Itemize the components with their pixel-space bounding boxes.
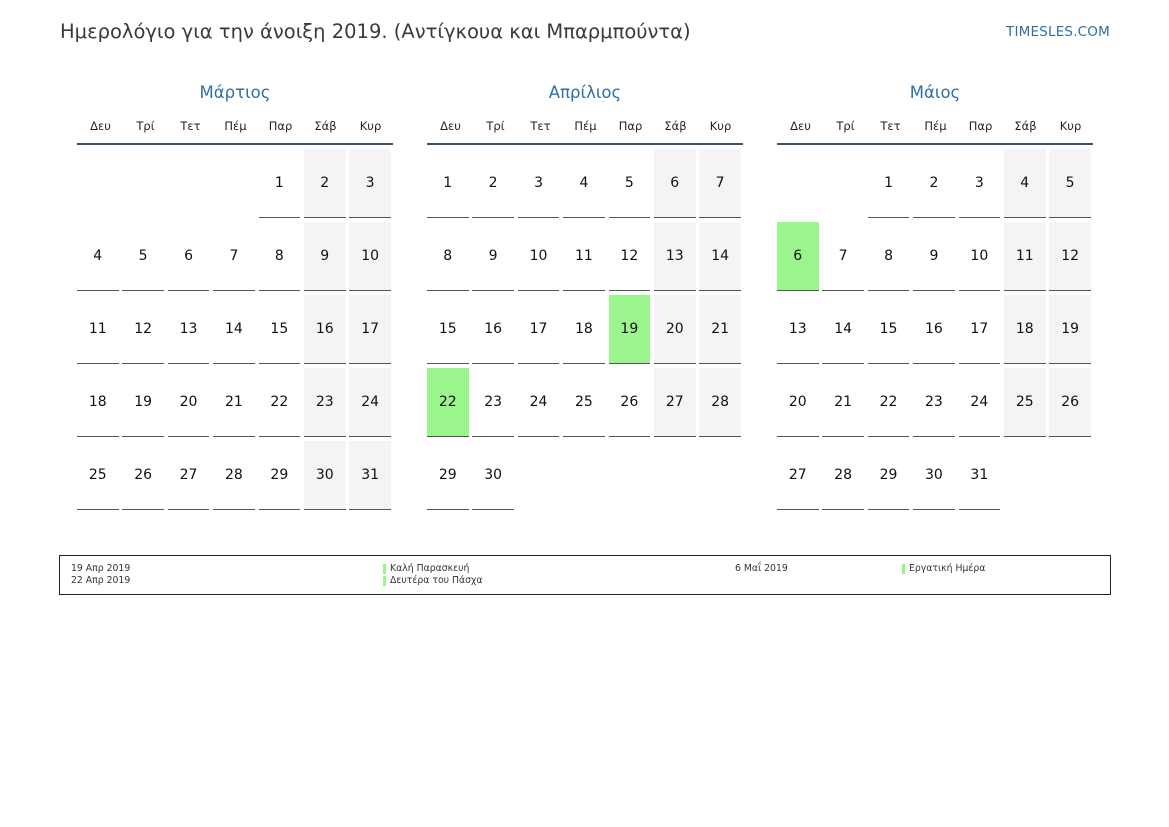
- weekday-label: Σάβ: [664, 119, 687, 133]
- calendar-day: 27: [654, 368, 696, 437]
- calendar-day: 15: [427, 295, 469, 364]
- calendar-day: 12: [609, 222, 651, 291]
- calendar-day: 11: [1004, 222, 1046, 291]
- calendar-day: 7: [699, 149, 741, 218]
- calendar-day: 31: [349, 441, 391, 510]
- month-days: [77, 149, 393, 519]
- calendar-day: 22: [868, 368, 910, 437]
- calendar-day: 26: [1049, 368, 1091, 437]
- calendar-day: 11: [77, 295, 119, 364]
- calendar-day: 22: [259, 368, 301, 437]
- calendar-day: 18: [563, 295, 605, 364]
- legend-dates-col: [71, 563, 130, 587]
- legend-dates-col: [735, 563, 788, 575]
- calendar-day: 4: [77, 222, 119, 291]
- calendar-day: 5: [1049, 149, 1091, 218]
- calendar-day: 21: [213, 368, 255, 437]
- calendar-day: 7: [213, 222, 255, 291]
- calendar-day: 16: [472, 295, 514, 364]
- calendar-day: 28: [699, 368, 741, 437]
- calendar-day: 23: [304, 368, 346, 437]
- calendar-day: 27: [168, 441, 210, 510]
- calendar-day-holiday: 22: [427, 368, 469, 437]
- calendar-day: 13: [168, 295, 210, 364]
- calendar-day: 3: [518, 149, 560, 218]
- month-march: [77, 83, 393, 519]
- weekday-label: Παρ: [268, 119, 293, 133]
- weekday-label: Πέμ: [224, 119, 247, 133]
- legend-holiday-name: Καλή Παρασκευή: [383, 563, 483, 575]
- calendar-day: 8: [868, 222, 910, 291]
- weekday-label: Δευ: [90, 119, 111, 133]
- calendar-day-holiday: 6: [777, 222, 819, 291]
- calendar-day: 17: [349, 295, 391, 364]
- calendar-day: 15: [259, 295, 301, 364]
- weekday-label: Πέμ: [924, 119, 947, 133]
- calendar-day: 4: [563, 149, 605, 218]
- month-name: Απρίλιος: [548, 83, 622, 102]
- calendar-day: 25: [1004, 368, 1046, 437]
- weekday-label: Κυρ: [1059, 119, 1082, 133]
- calendar-day: 23: [913, 368, 955, 437]
- weekday-label: Τρί: [136, 119, 155, 133]
- calendar-day: 25: [563, 368, 605, 437]
- calendar-day: 30: [913, 441, 955, 510]
- calendar-day: 3: [349, 149, 391, 218]
- calendar-day: 30: [304, 441, 346, 510]
- legend-names-col: [383, 563, 483, 587]
- calendar-day: 25: [77, 441, 119, 510]
- calendar-day: 1: [868, 149, 910, 218]
- calendar-day: 16: [304, 295, 346, 364]
- site-link[interactable]: TIMESLES.COM: [1006, 24, 1110, 40]
- calendar-day: 1: [427, 149, 469, 218]
- calendar-day: 20: [168, 368, 210, 437]
- calendar-day: 9: [913, 222, 955, 291]
- calendar-day: 24: [349, 368, 391, 437]
- calendar-day: 19: [122, 368, 164, 437]
- calendar-day: 13: [654, 222, 696, 291]
- calendar-day: 19: [1049, 295, 1091, 364]
- calendar-day: 13: [777, 295, 819, 364]
- calendar-day: 24: [959, 368, 1001, 437]
- calendar-day: 14: [213, 295, 255, 364]
- calendar-day: 15: [868, 295, 910, 364]
- legend-holiday-name: Δευτέρα του Πάσχα: [383, 575, 483, 587]
- calendar-day: 17: [518, 295, 560, 364]
- calendar-day: 12: [1049, 222, 1091, 291]
- calendar-day: 29: [427, 441, 469, 510]
- weekday-label: Τετ: [530, 119, 551, 133]
- weekday-header: [427, 119, 743, 145]
- weekday-label: Παρ: [618, 119, 643, 133]
- weekday-label: Τετ: [880, 119, 901, 133]
- calendar-day: 5: [122, 222, 164, 291]
- calendar-day: 30: [472, 441, 514, 510]
- calendar-day: 20: [654, 295, 696, 364]
- legend-date: 22 Απρ 2019: [71, 575, 131, 586]
- page-title: Ημερολόγιο για την άνοιξη 2019. (Αντίγκουα και Μπαρμπούντα): [60, 20, 691, 43]
- weekday-label: Κυρ: [359, 119, 382, 133]
- weekday-label: Παρ: [968, 119, 993, 133]
- calendar-day: 29: [259, 441, 301, 510]
- weekday-label: Δευ: [790, 119, 811, 133]
- calendar-day: 23: [472, 368, 514, 437]
- calendar-day: 18: [1004, 295, 1046, 364]
- calendar-day: 21: [822, 368, 864, 437]
- calendar-day: 5: [609, 149, 651, 218]
- calendar-day: 10: [349, 222, 391, 291]
- calendar-day: 20: [777, 368, 819, 437]
- month-days: [777, 149, 1093, 519]
- month-april: [427, 83, 743, 519]
- weekday-label: Τρί: [486, 119, 505, 133]
- month-may: [777, 83, 1093, 519]
- calendar-day: 26: [609, 368, 651, 437]
- calendar-day: 18: [77, 368, 119, 437]
- calendar-day: 12: [122, 295, 164, 364]
- calendar-day-holiday: 19: [609, 295, 651, 364]
- calendar-day: 6: [654, 149, 696, 218]
- calendar-day: 27: [777, 441, 819, 510]
- calendar-day: 2: [304, 149, 346, 218]
- calendar-day: 10: [518, 222, 560, 291]
- calendar-day: 11: [563, 222, 605, 291]
- legend-names-col: [902, 563, 985, 575]
- calendar-day: 16: [913, 295, 955, 364]
- month-name: Μάιος: [909, 83, 961, 102]
- weekday-label: Σάβ: [314, 119, 337, 133]
- weekday-label: Τρί: [836, 119, 855, 133]
- weekday-label: Δευ: [440, 119, 461, 133]
- calendar-day: 17: [959, 295, 1001, 364]
- calendar-day: 7: [822, 222, 864, 291]
- weekday-label: Πέμ: [574, 119, 597, 133]
- weekday-header: [77, 119, 393, 145]
- weekday-label: Σάβ: [1014, 119, 1037, 133]
- calendar-day: 2: [472, 149, 514, 218]
- calendar-day: 14: [822, 295, 864, 364]
- weekday-label: Κυρ: [709, 119, 732, 133]
- calendar-day: 28: [822, 441, 864, 510]
- calendar-day: 29: [868, 441, 910, 510]
- calendar-day: 8: [259, 222, 301, 291]
- calendar-day: 6: [168, 222, 210, 291]
- calendar-day: 1: [259, 149, 301, 218]
- calendar-day: 2: [913, 149, 955, 218]
- calendar-day: 8: [427, 222, 469, 291]
- calendar-day: 9: [304, 222, 346, 291]
- calendar-day: 21: [699, 295, 741, 364]
- calendar-day: 26: [122, 441, 164, 510]
- legend-date: 19 Απρ 2019: [71, 563, 131, 574]
- calendar-day: 9: [472, 222, 514, 291]
- calendar-day: 4: [1004, 149, 1046, 218]
- calendar-day: 31: [959, 441, 1001, 510]
- calendar-day: 14: [699, 222, 741, 291]
- month-days: [427, 149, 743, 519]
- legend-date: 6 Μαΐ 2019: [735, 563, 788, 574]
- weekday-label: Τετ: [180, 119, 201, 133]
- calendar-day: 24: [518, 368, 560, 437]
- calendar-day: 28: [213, 441, 255, 510]
- holiday-legend: [59, 555, 1111, 595]
- month-name: Μάρτιος: [199, 83, 271, 102]
- calendar-day: 10: [959, 222, 1001, 291]
- calendar-day: 3: [959, 149, 1001, 218]
- legend-holiday-name: Εργατική Ημέρα: [902, 563, 985, 575]
- weekday-header: [777, 119, 1093, 145]
